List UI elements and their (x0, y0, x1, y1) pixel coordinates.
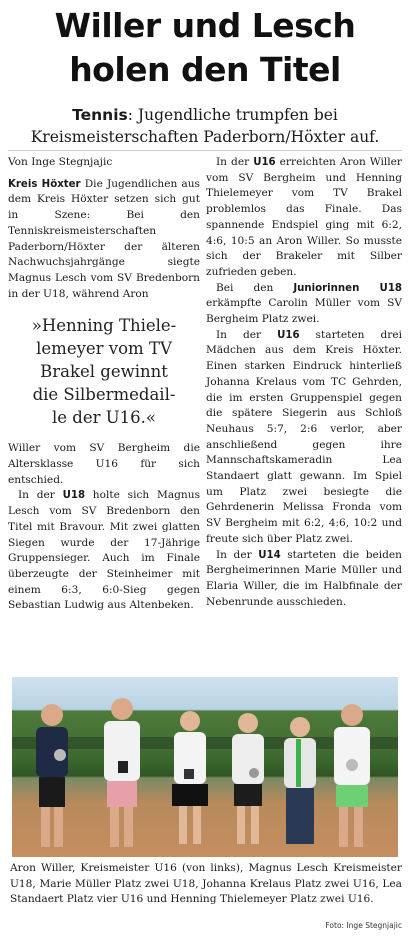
paragraph: Kreis Höxter Die Jugendlichen aus dem Kreis Höxter setzen sich gut in Szene: Bei den Tenniskreismeisterschaften Paderborn/Höxter der älteren Nachwuchsjahrgänge siegte Magnus Lesch vom SV Bredenborn in der U18, während Aron (8, 177, 200, 300)
headline-line-2: holen den Titel (69, 50, 341, 89)
byline: Von Inge Stegnjajic (8, 156, 113, 168)
paragraph: Willer vom SV Bergheim die Altersklasse U16 für sich entschied. (8, 442, 200, 486)
subheadline (0, 104, 410, 148)
subhead-keyword: Tennis (72, 106, 128, 124)
paragraph: In der U18 holte sich Magnus Lesch vom SV Bredenborn den Titel mit Bravour. Mit zwei glatten Siegen wurde der 17-Jährige Gruppensieger. Auch im Finale überzeugte der Steinheimer mit einem 6:3, 6:0-Sieg gegen Sebastian Ludwig aus Altenbeken. (8, 489, 201, 612)
players-illustration (12, 677, 398, 857)
player-figure (284, 717, 316, 844)
dateline: Kreis Höxter (8, 178, 81, 190)
article-column-left (8, 155, 200, 614)
paragraph: Bei den Juniorinnen U18 erkämpfte Carolin Müller vom SV Bergheim Platz zwei. (206, 281, 402, 326)
team-photo (12, 677, 398, 857)
subhead-text-2: Kreismeisterschaften Paderborn/Höxter auf. (30, 128, 380, 146)
player-figure (232, 713, 264, 844)
photo-caption: Aron Willer, Kreismeister U16 (von links), Magnus Lesch Kreismeister U18, Marie Müller Platz zwei U18, Johanna Krelaus Platz zwei U16, Lea Standaert Platz vier U16 und Henning Thielemeyer Platz zwei U16. (10, 862, 402, 905)
player-figure (104, 698, 140, 847)
photo-credit: Foto: Inge Stegnjajic (325, 921, 402, 930)
paragraph: In der U14 starteten die beiden Bergheimerinnen Marie Müller und Elaria Willer, die im Halbfinale der Nebenrunde ausschieden. (206, 548, 403, 608)
pull-quote: »Henning Thiele- lemeyer vom TV Brakel gewinnt die Silbermedail- le der U16.« (31, 316, 177, 428)
paragraph: In der U16 starteten drei Mädchen aus dem Kreis Höxter. Einen starken Eindruck hinterließ Johanna Krelaus vom TC Gehrden, die im ersten Gruppenspiel gegen die spätere Siegerin aus Schloß Neuhaus 5:7, 2:6 verlor, aber anschließend gegen ihre Mannschaftskameradin Lea Standaert glatt gewann. Im Spiel um Platz zwei besiegte die Gehrdenerin Melissa Fronda vom SV Bergheim mit 6:2, 4:6, 10:2 und freute sich über Platz zwei. (206, 328, 402, 545)
divider (8, 150, 402, 151)
player-figure (334, 704, 370, 847)
headline (0, 4, 410, 92)
headline-line-1: Willer und Lesch (54, 6, 356, 45)
subhead-text-1: : Jugendliche trumpfen bei (127, 106, 338, 124)
article-column-right (206, 155, 402, 610)
player-figure (172, 711, 208, 844)
paragraph: In der U16 erreichten Aron Willer vom SV Bergheim und Henning Thielemeyer vom TV Brakel problemlos das Finale. Das spannende Endspiel ging mit 6:2, 4:6, 10:5 an Aron Willer. So musste sich der Brakeler mit Silber zufrieden geben. (206, 156, 402, 278)
player-figure (36, 704, 68, 847)
